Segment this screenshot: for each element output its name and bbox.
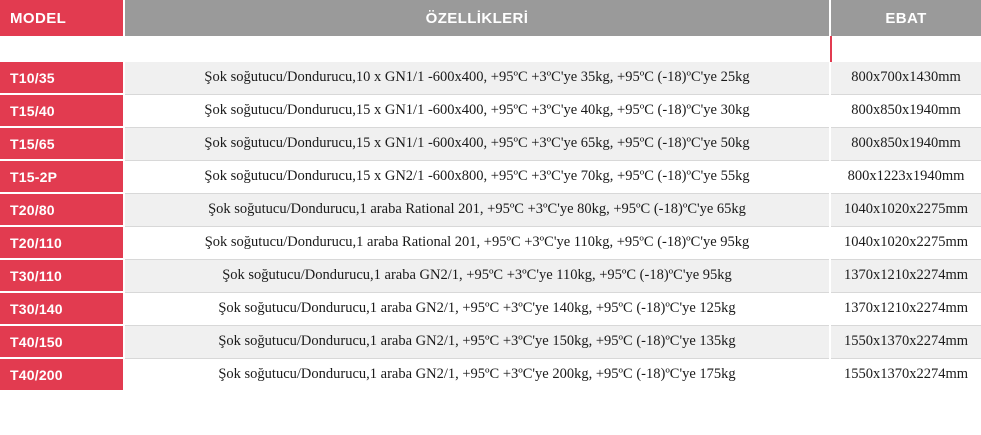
header-spacer-row [0,36,981,62]
cell-model: T20/110 [0,226,124,259]
cell-specifications: Şok soğutucu/Dondurucu,1 araba GN2/1, +95ºC +3ºC'ye 110kg, +95ºC (-18)ºC'ye 95kg [124,259,830,292]
cell-specifications: Şok soğutucu/Dondurucu,1 araba GN2/1, +95ºC +3ºC'ye 150kg, +95ºC (-18)ºC'ye 135kg [124,325,830,358]
table-row [0,94,981,127]
cell-model: T10/35 [0,62,124,94]
cell-model: T40/150 [0,325,124,358]
column-header-size: EBAT [830,0,981,36]
cell-model: T20/80 [0,193,124,226]
spacer-cell-spec [124,36,830,62]
table-row [0,62,981,94]
cell-specifications: Şok soğutucu/Dondurucu,15 x GN1/1 -600x400, +95ºC +3ºC'ye 65kg, +95ºC (-18)ºC'ye 50kg [124,127,830,160]
table-row [0,127,981,160]
cell-model: T15/40 [0,94,124,127]
cell-size: 800x850x1940mm [830,127,981,160]
cell-model: T30/140 [0,292,124,325]
cell-model: T40/200 [0,358,124,390]
spacer-cell-size [830,36,981,62]
table-row [0,325,981,358]
cell-model: T15-2P [0,160,124,193]
table-row [0,292,981,325]
table-row [0,160,981,193]
cell-size: 1040x1020x2275mm [830,193,981,226]
cell-size: 800x850x1940mm [830,94,981,127]
cell-specifications: Şok soğutucu/Dondurucu,1 araba Rational 201, +95ºC +3ºC'ye 80kg, +95ºC (-18)ºC'ye 65kg [124,193,830,226]
cell-size: 1040x1020x2275mm [830,226,981,259]
cell-size: 800x1223x1940mm [830,160,981,193]
column-header-model: MODEL [0,0,124,36]
cell-size: 800x700x1430mm [830,62,981,94]
table-row [0,259,981,292]
cell-size: 1550x1370x2274mm [830,358,981,390]
accent-tick-marker [830,36,832,62]
cell-specifications: Şok soğutucu/Dondurucu,1 araba GN2/1, +95ºC +3ºC'ye 200kg, +95ºC (-18)ºC'ye 175kg [124,358,830,390]
cell-model: T30/110 [0,259,124,292]
table-row [0,193,981,226]
cell-specifications: Şok soğutucu/Dondurucu,1 araba GN2/1, +95ºC +3ºC'ye 140kg, +95ºC (-18)ºC'ye 125kg [124,292,830,325]
cell-size: 1550x1370x2274mm [830,325,981,358]
table-row [0,226,981,259]
cell-size: 1370x1210x2274mm [830,292,981,325]
table-body [0,36,981,390]
spacer-cell-model [0,36,124,62]
cell-specifications: Şok soğutucu/Dondurucu,15 x GN1/1 -600x400, +95ºC +3ºC'ye 40kg, +95ºC (-18)ºC'ye 30kg [124,94,830,127]
table-row [0,358,981,390]
cell-model: T15/65 [0,127,124,160]
cell-specifications: Şok soğutucu/Dondurucu,1 araba Rational 201, +95ºC +3ºC'ye 110kg, +95ºC (-18)ºC'ye 95kg [124,226,830,259]
table-header [0,0,981,36]
cell-specifications: Şok soğutucu/Dondurucu,10 x GN1/1 -600x400, +95ºC +3ºC'ye 35kg, +95ºC (-18)ºC'ye 25kg [124,62,830,94]
cell-size: 1370x1210x2274mm [830,259,981,292]
cell-specifications: Şok soğutucu/Dondurucu,15 x GN2/1 -600x800, +95ºC +3ºC'ye 70kg, +95ºC (-18)ºC'ye 55kg [124,160,830,193]
header-row [0,0,981,36]
column-header-specifications: ÖZELLİKLERİ [124,0,830,36]
